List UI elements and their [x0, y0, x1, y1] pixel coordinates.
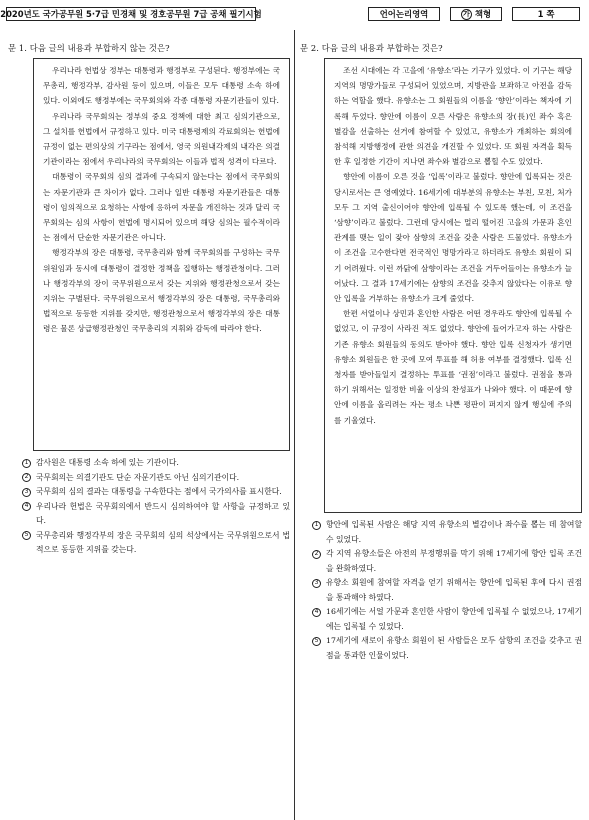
choice-text: 우리나라 헌법은 국무회의에서 반드시 심의하여야 할 사항을 규정하고 있다.: [36, 501, 290, 525]
question-2-passage: [324, 58, 582, 513]
question-2-choices: [312, 518, 582, 663]
passage-paragraph: 행정각부의 장은 대통령, 국무총리와 함께 국무회의를 구성하는 국무위원임과 동시에 대통령이 결정한 정책을 집행하는 행정관청이다. 그러나 행정각부의 장이 국무위원으로서 갖는 지위와 행정관청으로서 갖는 지위는 구별된다. 국무위원으로서 행정각부의 장은 대통령, 국무총리와 법적으로 동등한 지위를 갖지만, 행정관청으로서 행정각부의 장은 대통령은 물론 상급행정관청인 국무총리의 지휘와 감독에 따라야 한다.: [43, 248, 280, 334]
passage-paragraph: 우리나라 국무회의는 정부의 중요 정책에 대한 최고 심의기관으로, 그 설치를 헌법에서 규정하고 있다. 미국 대통령제의 각료회의는 헌법에 규정이 없는 편의상의 기구라는 점에서, 영국 의원내각제의 내각은 의결기관이라는 점에서 우리나라의 국무회의는 이들과 법적 성격이 다르다.: [43, 111, 280, 167]
choice-item[interactable]: [312, 634, 582, 663]
choice-number: 3: [312, 579, 321, 588]
choice-number: 5: [22, 531, 31, 540]
subject-label: 언어논리영역: [368, 7, 440, 21]
choice-number: 1: [22, 459, 31, 468]
passage-paragraph: 조선 시대에는 각 고을에 ‘유향소’라는 기구가 있었다. 이 기구는 해당 지역의 명망가들로 구성되어 있었으며, 지방관을 보좌하고 아전을 감독하는 역할을 했다. 유향소는 그 회원들의 이름을 ‘향안’이라는 책자에 기록해 두었다. 향안에 이름이 오른 사람은 유향소의 장(長)인 좌수 혹은 별감을 선출하는 선거에 참여할 수 있었고, 유향소가 개최하는 회의에 참석해 지방행정에 관한 의견을 개진할 수 있었다. 또 회원 자격을 획득한 후 일정한 기간이 지나면 좌수와 별감으로 뽑힐 수도 있었다.: [334, 66, 572, 167]
question-1-choices: [22, 456, 290, 558]
choice-text: 유향소 회원에 참여할 자격을 얻기 위해서는 향안에 입록된 후에 다시 권점을 통과해야 하였다.: [326, 578, 582, 602]
question-1-passage: [33, 58, 290, 451]
page-number: 1 쪽: [512, 7, 580, 21]
choice-text: 각 지역 유향소들은 아전의 부정행위를 막기 위해 17세기에 향안 입록 조건을 완화하였다.: [326, 549, 582, 573]
choice-item[interactable]: [22, 456, 290, 471]
booklet-type: [450, 7, 502, 21]
passage-paragraph: 대통령이 국무회의 심의 결과에 구속되지 않는다는 점에서 국무회의는 자문기관과 큰 차이가 없다. 그러나 일반 대통령 자문기관들은 대통령이 임의적으로 요청하는 사항에 응하여 자문을 개진하는 것과 달리 국무회의는 심의 사항이 헌법에 명시되어 있으며 해당 심의는 필수적이라는 점에서 단순한 자문기관은 아니다.: [43, 172, 280, 243]
choice-item[interactable]: [22, 471, 290, 486]
choice-number: 4: [22, 502, 31, 511]
exam-title: 2020년도 국가공무원 5·7급 민경채 및 경호공무원 7급 공채 필기시험: [0, 9, 262, 19]
booklet-type-mark: 가: [461, 9, 472, 20]
choice-text: 국무총리와 행정각부의 장은 국무회의 심의 석상에서는 국무위원으로서 법적으로 동등한 지위를 갖는다.: [36, 530, 290, 554]
choice-text: 국무회의 심의 결과는 대통령을 구속한다는 점에서 국가의사를 표시한다.: [36, 487, 282, 496]
choice-number: 4: [312, 608, 321, 617]
passage-paragraph: 우리나라 헌법상 정부는 대통령과 행정부로 구성된다. 행정부에는 국무총리, 행정각부, 감사원 등이 있으며, 이들은 모두 대통령 소속 하에 있다. 이외에도 행정부에는 국무회의와 각종 대통령 자문기관들이 있다.: [43, 66, 280, 106]
choice-text: 감사원은 대통령 소속 하에 있는 기관이다.: [36, 458, 179, 467]
column-divider: [294, 30, 295, 820]
choice-item[interactable]: [312, 576, 582, 605]
question-2-title: 문 2. 다음 글의 내용과 부합하는 것은?: [300, 43, 443, 53]
choice-number: 2: [22, 473, 31, 482]
choice-item[interactable]: [312, 547, 582, 576]
passage-paragraph: 향안에 이름이 오른 것을 ‘입록’이라고 불렀다. 향안에 입록되는 것은 당시로서는 큰 영예였다. 16세기에 대부분의 유향소는 부친, 모친, 처가 모두 그 지역 출신이어야 향안에 입록될 수 있도록 했는데, 이 조건을 ‘삼향’이라고 불렀다. 그런데 당시에는 멀리 떨어진 고을의 가문과 혼인 관계를 맺는 일이 잦아 삼향의 조건을 갖춘 사람은 드물었다. 유향소가 이 조건을 고수한다면 전국적인 명망가라고 하더라도 유향소 회원이 되기 어려웠다. 이런 까닭에 삼향이라는 조건을 거두어들이는 유향소가 늘어났다. 그 결과 17세기에는 삼향의 조건을 갖추지 않았다는 이유로 향안 입록을 거부하는 유향소가 크게 줄었다.: [334, 172, 572, 304]
booklet-type-label: 책형: [474, 9, 492, 19]
choice-text: 국무회의는 의결기관도 단순 자문기관도 아닌 심의기관이다.: [36, 472, 240, 482]
choice-number: 5: [312, 637, 321, 646]
choice-item[interactable]: [312, 518, 582, 547]
choice-number: 3: [22, 488, 31, 497]
passage-paragraph: 한편 서얼이나 상민과 혼인한 사람은 어떤 경우라도 향안에 입록될 수 없었고, 이 규정이 사라진 적도 없었다. 향안에 들어가고자 하는 사람은 기존 유향소 회원들의 동의도 받아야 했다. 향안 입록 신청자가 생기면 유향소 회원들은 한 곳에 모여 투표를 해 허용 여부를 결정했다. 입록 신청자를 받아들일지 결정하는 투표를 ‘권점’이라고 불렀다. 권점을 통과하기 위해서는 일정한 비율 이상의 찬성표가 나와야 했다. 이 때문에 향안에 이름을 올리려는 자는 평소 나쁜 평판이 퍼지지 않게 행실에 주의를 기울였다.: [334, 309, 572, 425]
choice-item[interactable]: [312, 605, 582, 634]
choice-number: 2: [312, 550, 321, 559]
page-header: [0, 0, 589, 30]
choice-item[interactable]: [22, 500, 290, 529]
choice-item[interactable]: [22, 485, 290, 500]
question-1-title: 문 1. 다음 글의 내용과 부합하지 않는 것은?: [8, 43, 170, 53]
choice-text: 16세기에는 서얼 가문과 혼인한 사람이 향안에 입록될 수 없었으나, 17세기에는 입록될 수 있었다.: [326, 607, 582, 631]
choice-text: 향안에 입록된 사람은 해당 지역 유향소의 별감이나 좌수를 뽑는 데 참여할 수 있었다.: [326, 520, 582, 544]
choice-number: 1: [312, 521, 321, 530]
choice-text: 17세기에 새로이 유향소 회원이 된 사람들은 모두 삼향의 조건을 갖추고 권점을 통과한 인물이었다.: [326, 636, 582, 660]
choice-item[interactable]: [22, 529, 290, 558]
